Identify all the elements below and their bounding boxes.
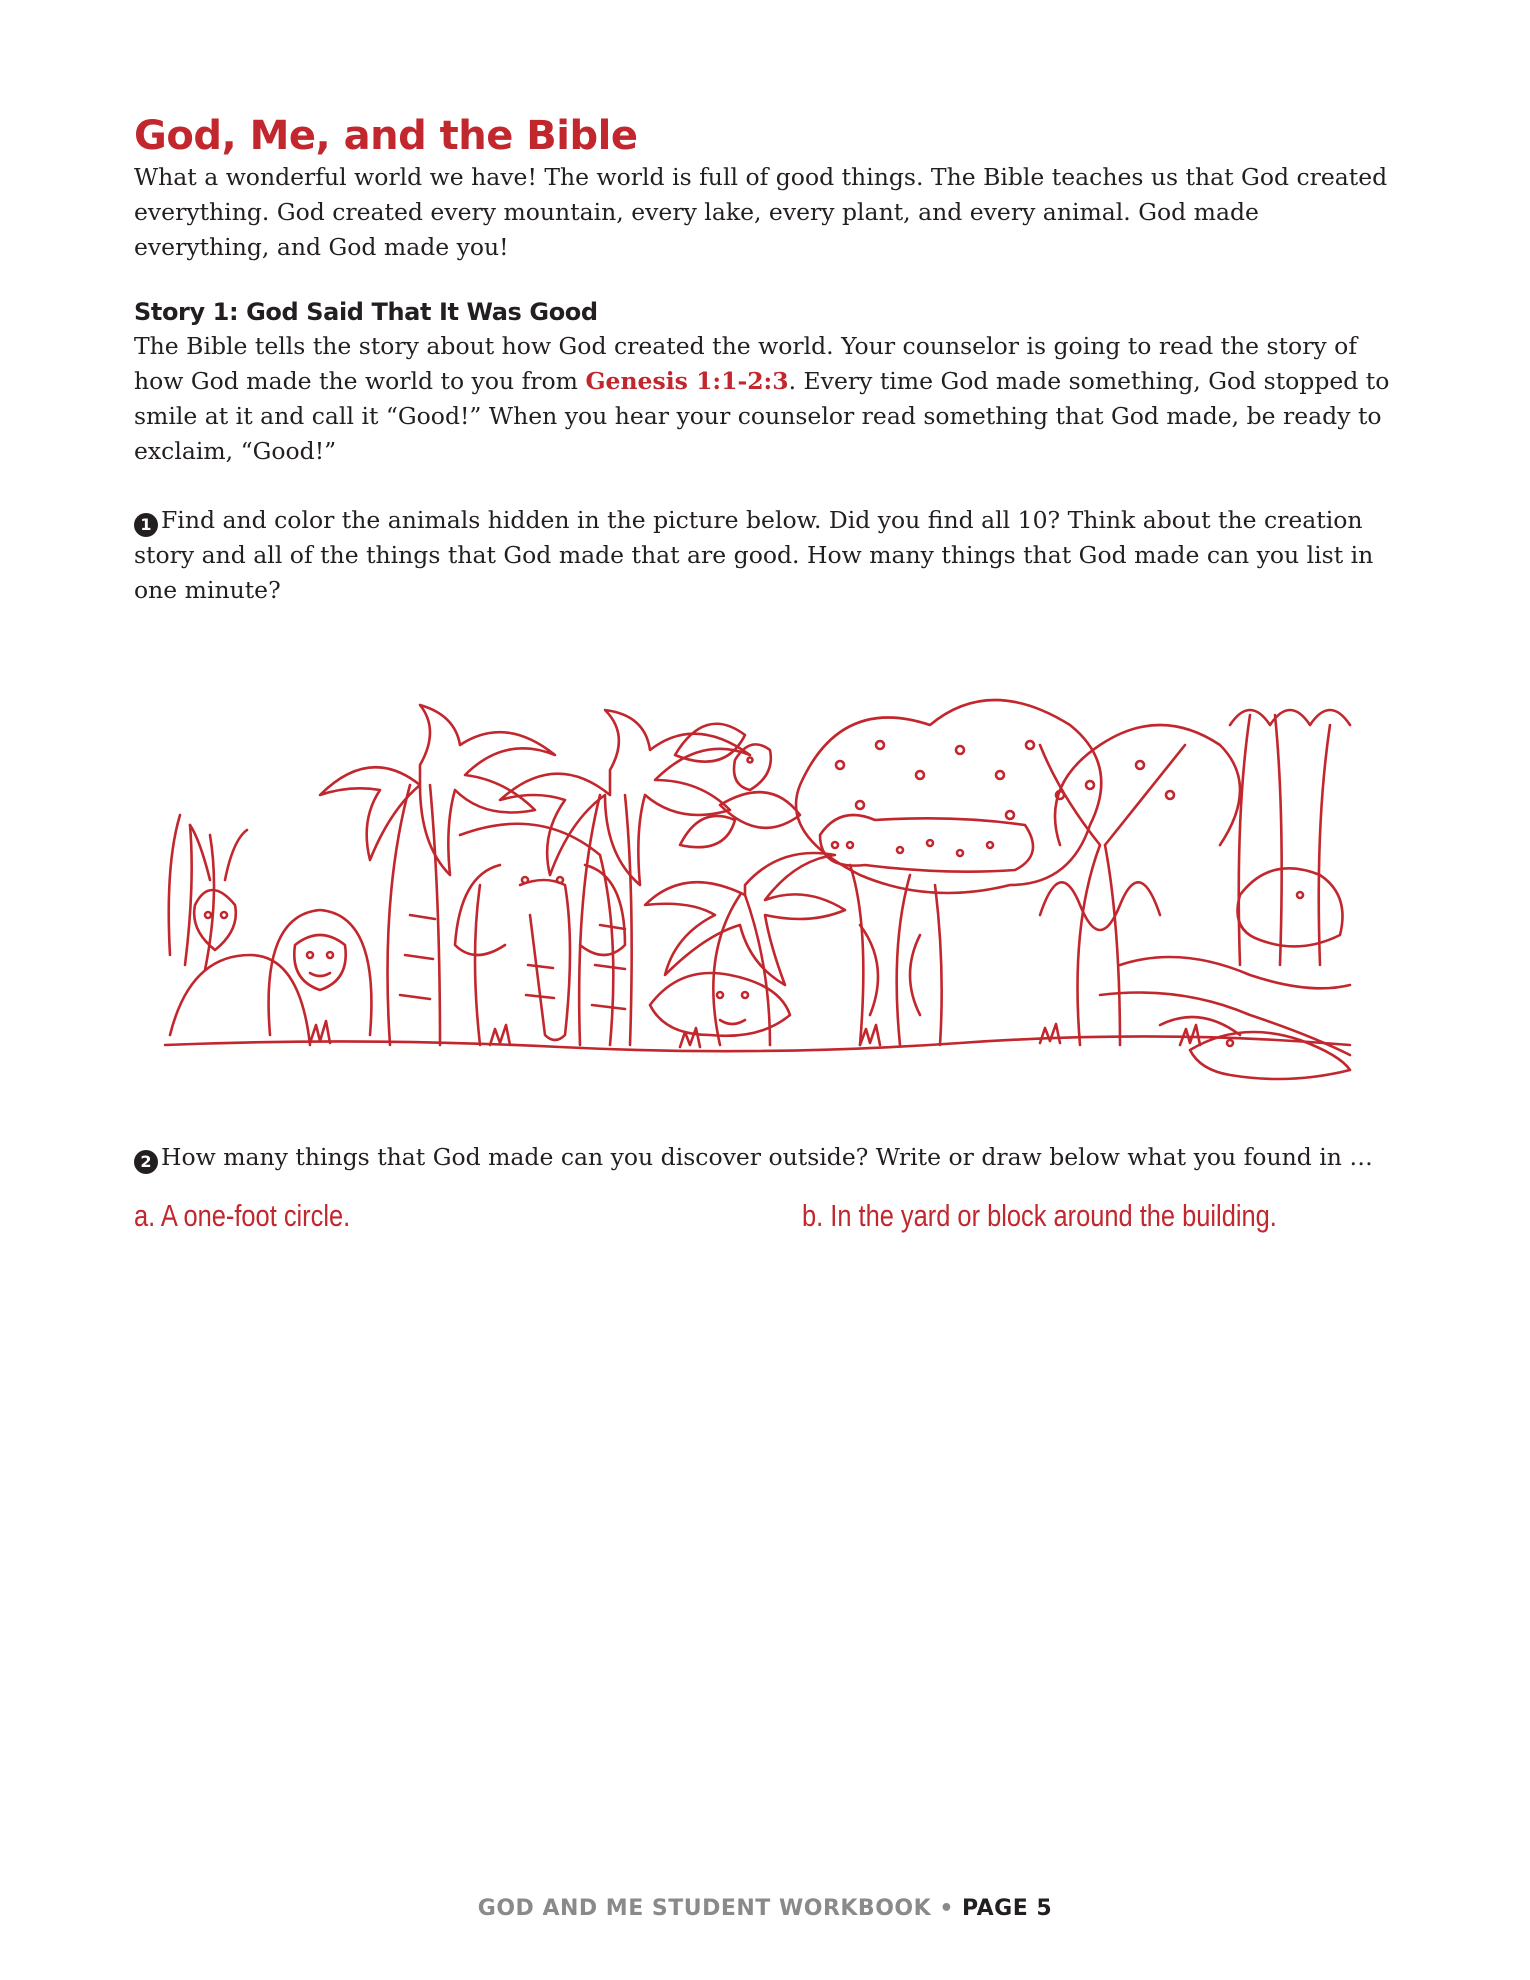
story-text-after: . Every time God made something, God stopped to smile at it and call it “Good!” When you hear your counselor read something that God made, be ready to exclaim, “Good!” bbox=[134, 367, 1390, 465]
scripture-reference: Genesis 1:1-2:3 bbox=[585, 367, 789, 395]
question-number-badge: 2 bbox=[134, 1150, 158, 1174]
leopard-icon bbox=[820, 815, 1033, 872]
moose-icon bbox=[1238, 868, 1343, 946]
page-footer bbox=[0, 1896, 1530, 1921]
question-2 bbox=[134, 1140, 1396, 1175]
question-2-text: How many things that God made can you discover outside? Write or draw below what you found in … bbox=[161, 1143, 1373, 1171]
question-1 bbox=[134, 503, 1396, 608]
jungle-animals-illustration bbox=[160, 665, 1360, 1085]
question-number-badge: 1 bbox=[134, 513, 158, 537]
story-heading: Story 1: God Said That It Was Good bbox=[134, 298, 598, 326]
gazelle-icon bbox=[190, 825, 247, 950]
story-text-before: The Bible tells the story about how God created the world. Your counselor is going to read the story of how God made the world to you from bbox=[134, 332, 1358, 395]
snake-icon bbox=[1040, 882, 1160, 930]
footer-separator: • bbox=[931, 1896, 963, 1921]
page-title: God, Me, and the Bible bbox=[134, 113, 638, 159]
gorilla-icon bbox=[269, 910, 372, 1035]
option-b-label: b. In the yard or block around the building. bbox=[802, 1198, 1277, 1233]
answer-options bbox=[134, 1198, 1396, 1248]
footer-page-number: PAGE 5 bbox=[962, 1896, 1053, 1921]
palm-tree-icon bbox=[320, 705, 555, 1045]
page-content bbox=[134, 112, 1396, 608]
footer-book-title: GOD AND ME STUDENT WORKBOOK bbox=[477, 1896, 932, 1921]
elephant-icon bbox=[455, 824, 625, 1045]
question-1-text: Find and color the animals hidden in the picture below. Did you find all 10? Think about the creation story and all of the things that God made that are good. How many things that God made can you list in one minute? bbox=[134, 506, 1374, 604]
river-icon bbox=[1100, 957, 1350, 1055]
intro-paragraph: What a wonderful world we have! The world is full of good things. The Bible teaches us that God created everything. God created every mountain, every lake, every plant, and every animal. God made everything, and God made you! bbox=[134, 163, 1388, 261]
story-paragraph bbox=[134, 329, 1396, 469]
option-a-label: a. A one-foot circle. bbox=[134, 1198, 351, 1233]
